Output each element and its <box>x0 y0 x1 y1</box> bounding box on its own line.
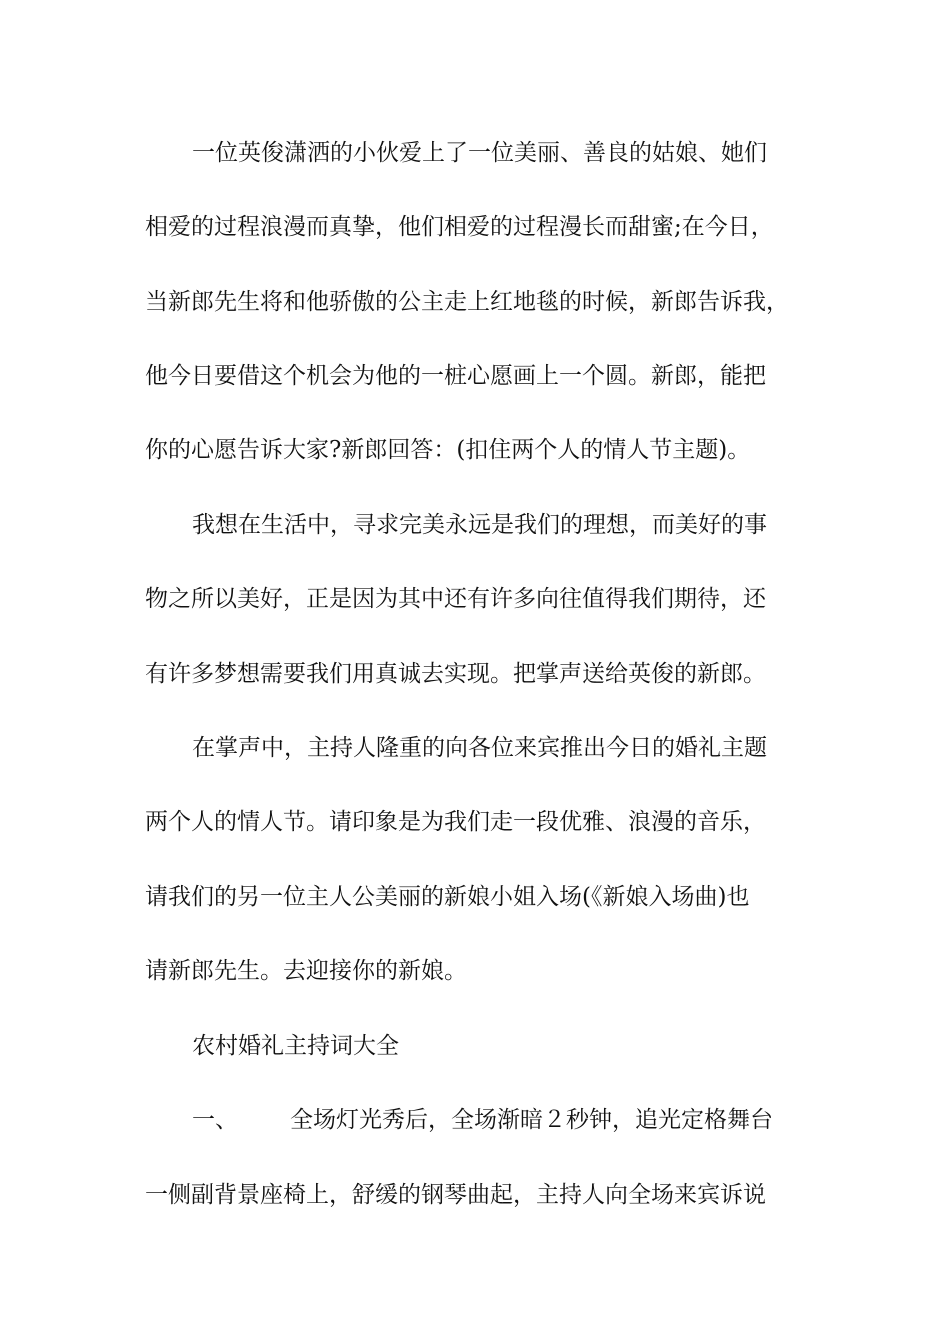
paragraph-line: 物之所以美好，正是因为其中还有许多向往值得我们期待，还 <box>145 586 766 612</box>
paragraph-line: 当新郎先生将和他骄傲的公主走上红地毯的时候，新郎告诉我， <box>145 289 789 315</box>
numbered-line <box>192 1105 773 1135</box>
paragraph-line: 一侧副背景座椅上，舒缓的钢琴曲起，主持人向全场来宾诉说 <box>145 1182 766 1208</box>
paragraph-line: 两个人的情人节。请印象是为我们走一段优雅、浪漫的音乐， <box>145 809 766 835</box>
section-heading: 农村婚礼主持词大全 <box>192 1033 399 1059</box>
paragraph-line: 一位英俊潇洒的小伙爱上了一位美丽、善良的姑娘、她们 <box>192 140 767 166</box>
numbered-line-text: 全场灯光秀后，全场渐暗２秒钟，追光定格舞台 <box>290 1107 773 1133</box>
paragraph-line: 在掌声中，主持人隆重的向各位来宾推出今日的婚礼主题 <box>192 735 767 761</box>
paragraph-line: 我想在生活中，寻求完美永远是我们的理想，而美好的事 <box>192 512 767 538</box>
paragraph-line: 有许多梦想需要我们用真诚去实现。把掌声送给英俊的新郎。 <box>145 661 766 687</box>
paragraph-line: 请我们的另一位主人公美丽的新娘小姐入场(《新娘入场曲)也 <box>145 884 750 910</box>
section-number: 一、 <box>192 1107 238 1133</box>
paragraph-line: 相爱的过程浪漫而真挚，他们相爱的过程漫长而甜蜜;在今日， <box>145 214 774 240</box>
paragraph-line: 请新郎先生。去迎接你的新娘。 <box>145 958 467 984</box>
paragraph-line: 他今日要借这个机会为他的一桩心愿画上一个圆。新郎，能把 <box>145 363 766 389</box>
paragraph-line: 你的心愿告诉大家?新郎回答：(扣住两个人的情人节主题)。 <box>145 437 751 463</box>
